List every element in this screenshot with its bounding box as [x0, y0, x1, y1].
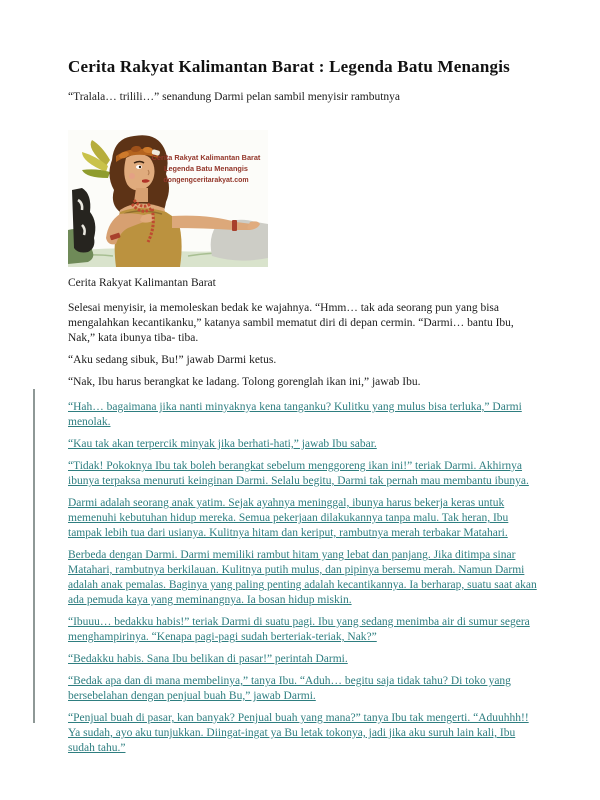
inserted-story-paragraph: Darmi adalah seorang anak yatim. Sejak ayahnya meninggal, ibunya harus bekerja keras untuk memenuhi kebutuhan hidup mereka. Semua pekerjaan dilakukannya tanpa malu. Tak heran, Ibu tampak lebih tua dari usianya. Kulitnya hitam dan keriput, rambutnya merah terbakar Matahari.: [68, 497, 509, 539]
image-caption: Cerita Rakyat Kalimantan Barat: [68, 277, 216, 289]
inserted-story-paragraph: “Ibuuu… bedakku habis!” teriak Darmi di suatu pagi. Ibu yang sedang menimba air di sumur segera menghampirinya. “Kenapa pagi-pagi sudah berteriak-teriak, Nak?”: [68, 616, 530, 643]
illustration-text-block: [152, 153, 261, 184]
story-paragraph: Selesai menyisir, ia memoleskan bedak ke wajahnya. “Hmm… tak ada seorang pun yang bisa mengalahkan kecantikanku,” katanya sambil mematut diri di depan cermin. “Darmi… bantu Ibu, Nak,” kata ibunya tiba- tiba.: [68, 302, 514, 344]
inserted-story-paragraph: “Hah… bagaimana jika nanti minyaknya kena tanganku? Kulitku yang mulus bisa terluka,” Darmi menolak.: [68, 401, 522, 428]
illustration-title-line2: Legenda Batu Menangis: [164, 164, 248, 173]
story-paragraph: “Aku sedang sibuk, Bu!” jawab Darmi ketus.: [68, 354, 277, 366]
revision-change-bar: [33, 389, 35, 723]
inserted-story-paragraph: “Bedak apa dan di mana membelinya,” tanya Ibu. “Aduh… begitu saja tidak tahu? Di toko yang bersebelahan dengan penjual buah Bu,” jawab Darmi.: [68, 675, 511, 702]
illustration-title-line1: Cerita Rakyat Kalimantan Barat: [151, 153, 261, 162]
inserted-story-paragraph: “Tidak! Pokoknya Ibu tak boleh berangkat sebelum menggoreng ikan ini!” teriak Darmi. Akhirnya ibunya terpaksa menuruti keinginan Darmi. Selalu begitu, Darmi tak pernah mau membantu ibunya.: [68, 460, 529, 487]
story-opening-line: “Tralala… trilili…” senandung Darmi pelan sambil menyisir rambutnya: [68, 91, 401, 103]
story-paragraph: “Nak, Ibu harus berangkat ke ladang. Tolong gorenglah ikan ini,” jawab Ibu.: [68, 376, 421, 388]
inserted-story-paragraph: “Bedakku habis. Sana Ibu belikan di pasar!” perintah Darmi.: [68, 653, 348, 665]
story-illustration: [68, 130, 268, 267]
illustration-canvas: [68, 130, 268, 267]
plain-paragraphs-section: [68, 301, 544, 390]
page-title: Cerita Rakyat Kalimantan Barat : Legenda Batu Menangis: [68, 57, 510, 76]
inserted-story-paragraph: “Kau tak akan terpercik minyak jika berhati-hati,” jawab Ibu sabar.: [68, 438, 377, 450]
illustration-website: dongengceritarakyat.com: [163, 177, 249, 184]
inserted-story-paragraph: “Penjual buah di pasar, kan banyak? Penjual buah yang mana?” tanya Ibu tak mengerti. “Aduuhhh!! Ya sudah, ayo aku tunjukkan. Diingat-ingat ya Bu letak tokonya, jadi jika aku suruh lain kali, Ibu sudah tahu.”: [68, 712, 529, 754]
neck: [134, 188, 148, 202]
inserted-paragraphs-section: [68, 400, 544, 756]
inserted-story-paragraph: Berbeda dengan Darmi. Darmi memiliki rambut hitam yang lebat dan panjang. Jika ditimpa sinar Matahari, rambutnya berkilauan. Kulitnya putih mulus, dan pipinya bersemu merah. Namun Darmi adalah anak pemalas. Baginya yang paling penting adalah kecantikannya. Ia berharap, suatu saat akan ada pemuda kaya yang meminangnya. Ia bosan hidup miskin.: [68, 549, 537, 606]
